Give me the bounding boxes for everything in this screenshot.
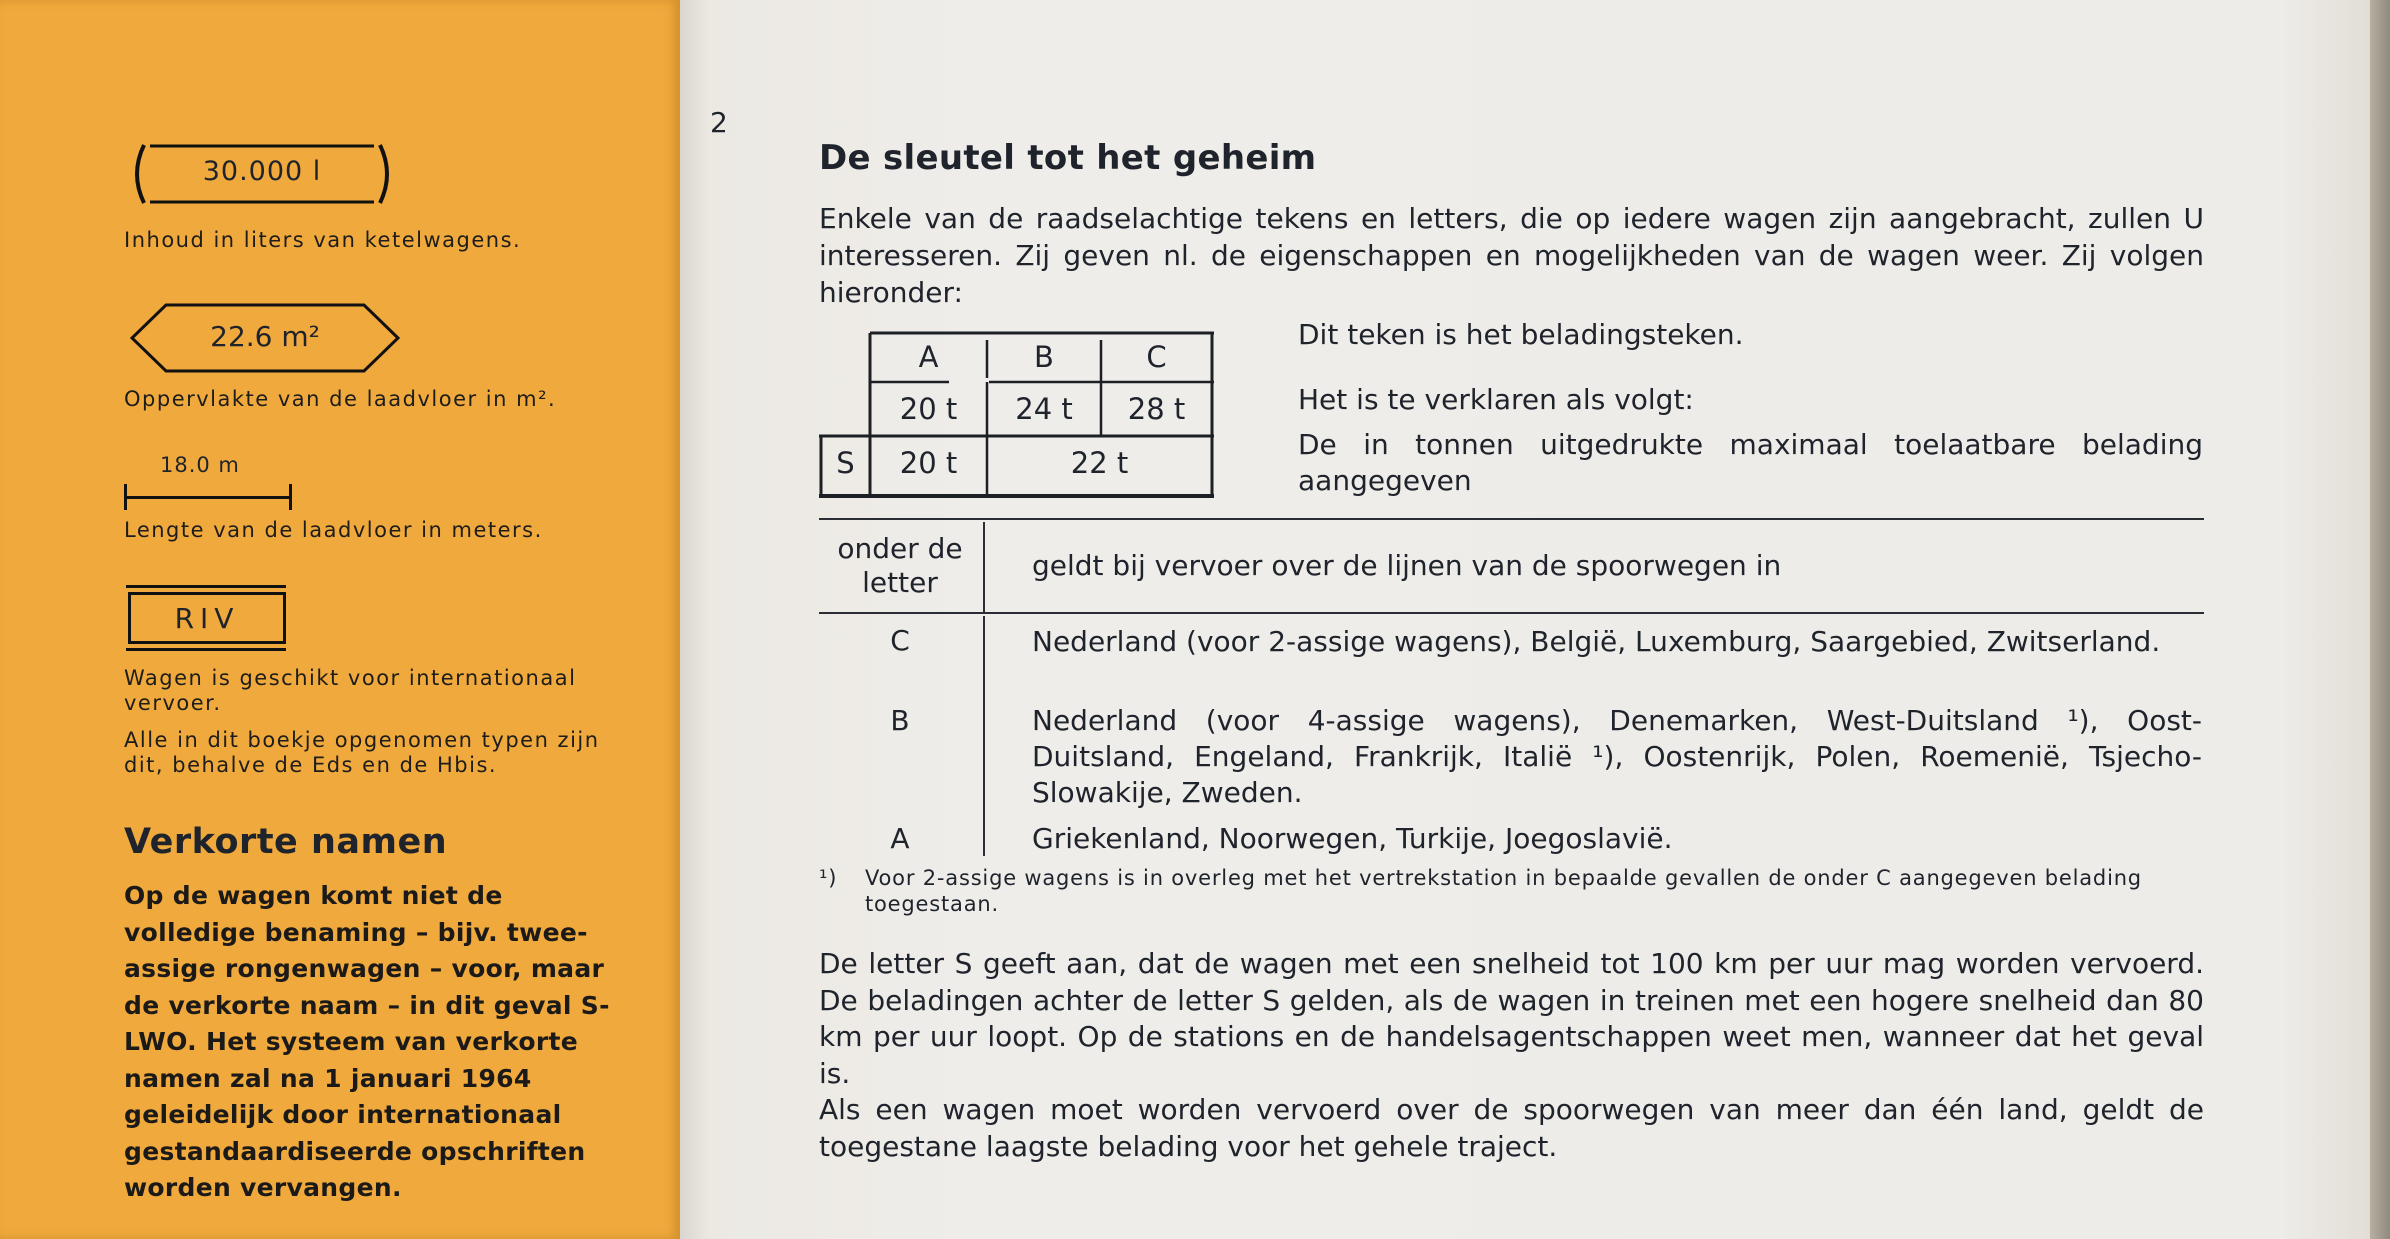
- table-row-letter-c: C: [890, 624, 910, 657]
- loading-header-c: C: [1146, 340, 1167, 374]
- sign-explanation-lead: Het is te verklaren als volgt:: [1298, 383, 1694, 416]
- capacity-sign: [128, 141, 396, 207]
- intro-paragraph: Enkele van de raadselachtige tekens en letters, die op iedere wagen zijn aangebracht, zullen U interesseren. Zij geven nl. de eigenschappen en mogelijkheden van de wagen weer. Zij volgen hieronder:: [819, 202, 2204, 309]
- footnote: [819, 865, 2204, 917]
- capacity-value: 30.000 l: [202, 156, 322, 187]
- loading-value-a: 20 t: [899, 392, 958, 426]
- verkorte-namen-heading: Verkorte namen: [124, 822, 448, 862]
- riv-label: RIV: [174, 602, 240, 635]
- page-title: De sleutel tot het geheim: [819, 138, 1317, 178]
- table-header-rule: [819, 612, 2204, 614]
- explanation-text: [819, 946, 2204, 1165]
- footnote-mark: ¹): [819, 866, 838, 890]
- table-top-rule: [819, 518, 2204, 520]
- riv-top-rule: [126, 585, 286, 588]
- page-edge: [2370, 0, 2390, 1239]
- loading-s-value-bc: 22 t: [1070, 446, 1129, 480]
- loading-s-value-a: 20 t: [899, 446, 958, 480]
- footnote-text: Voor 2-assige wagens is in overleg met het vertrekstation in bepaalde gevallen de onder C aangegeven belading toegestaan.: [865, 866, 2142, 916]
- left-orange-panel: [0, 0, 680, 1239]
- capacity-caption: Inhoud in liters van ketelwagens.: [124, 228, 522, 252]
- verkorte-namen-body: Op de wagen komt niet de volledige benaming – bijv. twee-assige rongenwagen – voor, maar de verkorte naam – in dit geval S-LWO. Het systeem van verkorte namen zal na 1 januari 1964 geleidelijk door internationaal gestandaardiseerde opschriften worden vervangen.: [124, 881, 610, 1202]
- table-column-divider: [983, 616, 985, 856]
- length-caption: Lengte van de laadvloer in meters.: [124, 518, 543, 542]
- riv-sign: [128, 592, 286, 644]
- loading-header-b: B: [1034, 340, 1054, 374]
- riv-bottom-rule: [126, 648, 286, 651]
- table-row-letter-b: B: [890, 704, 910, 737]
- table-row-countries-b: Nederland (voor 4-assige wagens), Denemarken, West-Duitsland ¹), Oost-Duitsland, Engeland, Frankrijk, Italië ¹), Oostenrijk, Polen, Roemenië, Tsjecho-Slowakije, Zweden.: [1032, 704, 2202, 809]
- area-sign: [130, 302, 400, 374]
- length-tick-right: [289, 484, 292, 510]
- loading-value-b: 24 t: [1015, 392, 1073, 426]
- sign-explanation: De in tonnen uitgedrukte maximaal toelaatbare belading aangegeven: [1298, 428, 2203, 497]
- area-value: 22.6 m²: [210, 320, 320, 353]
- riv-caption-note: Alle in dit boekje opgenomen typen zijn dit, behalve de Eds en de Hbis.: [124, 728, 600, 777]
- loading-s-label: S: [836, 446, 855, 480]
- table-header-divider: [983, 522, 985, 614]
- riv-caption: Wagen is geschikt voor internationaal vervoer.: [124, 666, 577, 715]
- loading-sign: [819, 330, 1214, 498]
- page-number: 2: [710, 106, 728, 139]
- loading-header-a: A: [918, 340, 939, 374]
- loading-value-c: 28 t: [1127, 392, 1186, 426]
- length-value: 18.0 m: [160, 453, 240, 477]
- sign-description: Dit teken is het beladingsteken.: [1298, 318, 1744, 351]
- speed-paragraph: De letter S geeft aan, dat de wagen met een snelheid tot 100 km per uur mag worden vervoerd. De beladingen achter de letter S gelden, als de wagen in treinen met een hogere snelheid dan 80 km per uur loopt. Op de stations en de handelsagentschappen weet men, wanneer dat het geval is.: [819, 947, 2204, 1090]
- table-row-letter-a: A: [890, 822, 910, 855]
- multi-country-paragraph: Als een wagen moet worden vervoerd over de spoorwegen van meer dan één land, geldt de toegestane laagste belading voor het gehele traject.: [819, 1093, 2204, 1163]
- table-col1-header: onder de letter: [837, 532, 963, 599]
- area-caption: Oppervlakte van de laadvloer in m².: [124, 387, 557, 411]
- table-row-countries-a: Griekenland, Noorwegen, Turkije, Joegoslavië.: [1032, 822, 1673, 855]
- table-row-countries-c: Nederland (voor 2-assige wagens), België, Luxemburg, Saargebied, Zwitserland.: [1032, 625, 2161, 658]
- table-col2-header: geldt bij vervoer over de lijnen van de spoorwegen in: [1032, 549, 1782, 582]
- length-line: [124, 496, 292, 499]
